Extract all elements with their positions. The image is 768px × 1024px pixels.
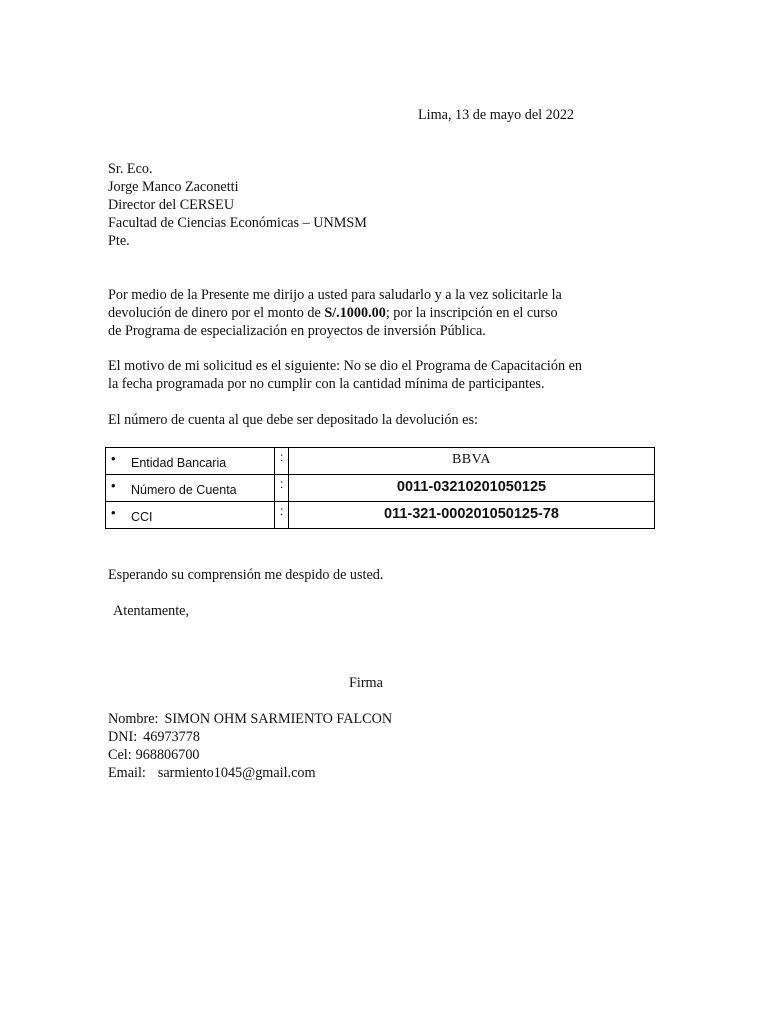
request-line-2-start: devolución de dinero por el monto de <box>108 305 325 321</box>
request-line-2 <box>108 304 562 322</box>
request-line-1: Por medio de la Presente me dirijo a usted para saludarlo y a la vez solicitarle la <box>108 287 562 303</box>
sender-cel-value: 968806700 <box>135 747 200 763</box>
bank-entity-value: BBVA <box>451 452 492 467</box>
bank-entity-label: Entidad Bancaria <box>131 456 227 470</box>
sender-email-label: Email: <box>108 765 146 781</box>
sender-dni-label: DNI: <box>108 729 138 745</box>
signature-label: Firma <box>349 675 383 691</box>
request-line-3: de Programa de especialización en proyectos de inversión Pública. <box>108 323 486 339</box>
cci-value: 011-321-000201050125-78 <box>384 506 559 522</box>
table-row <box>106 475 654 502</box>
table-row <box>106 502 654 529</box>
request-line-2-end: ; por la inscripción en el curso <box>385 305 558 321</box>
table-row <box>106 448 654 475</box>
request-paragraph <box>108 286 562 340</box>
closing-line: Esperando su comprensión me despido de usted. <box>108 567 384 583</box>
bullet-icon: • <box>111 478 116 493</box>
cci-label: CCI <box>131 510 153 524</box>
sender-name-label: Nombre: <box>108 711 159 727</box>
sender-name-row <box>108 710 392 728</box>
colon-cell <box>275 448 289 474</box>
addressee-name: Jorge Manco Zaconetti <box>108 179 239 195</box>
addressee-block <box>108 160 367 250</box>
refund-amount: S/.1000.00 <box>324 305 386 321</box>
reason-line-1: El motivo de mi solicitud es el siguiente: No se dio el Programa de Capacitación en <box>108 358 582 374</box>
addressee-faculty: Facultad de Ciencias Económicas – UNMSM <box>108 215 367 231</box>
reason-paragraph <box>108 357 582 393</box>
colon-cell <box>275 502 289 529</box>
colon-cell <box>275 475 289 501</box>
addressee-pte: Pte. <box>108 233 130 249</box>
sender-dni-row <box>108 728 392 746</box>
colon: : <box>280 450 284 464</box>
sender-cel-row <box>108 746 392 764</box>
sender-cel-label: Cel: <box>108 747 132 763</box>
bank-entity-label-cell <box>106 448 275 474</box>
date-line: Lima, 13 de mayo del 2022 <box>418 107 575 123</box>
sender-dni-value: 46973778 <box>143 729 200 745</box>
reason-line-2: la fecha programada por no cumplir con la cantidad mínima de participantes. <box>108 376 545 392</box>
addressee-title: Sr. Eco. <box>108 161 153 177</box>
addressee-position: Director del CERSEU <box>108 197 235 213</box>
colon: : <box>280 504 284 518</box>
sender-email-row <box>108 764 392 782</box>
bullet-icon: • <box>111 505 116 520</box>
account-number-label: Número de Cuenta <box>131 483 237 497</box>
colon: : <box>280 477 284 491</box>
sender-name-value: SIMON OHM SARMIENTO FALCON <box>164 711 393 727</box>
account-intro: El número de cuenta al que debe ser depositado la devolución es: <box>108 412 478 428</box>
bank-details-table <box>105 447 655 529</box>
sender-email-value: sarmiento1045@gmail.com <box>157 765 316 781</box>
cci-label-cell <box>106 502 275 529</box>
bullet-icon: • <box>111 451 116 466</box>
sender-block <box>108 710 392 782</box>
regards-line: Atentamente, <box>113 603 190 619</box>
account-number-value: 0011-03210201050125 <box>396 479 547 495</box>
account-number-label-cell <box>106 475 275 501</box>
